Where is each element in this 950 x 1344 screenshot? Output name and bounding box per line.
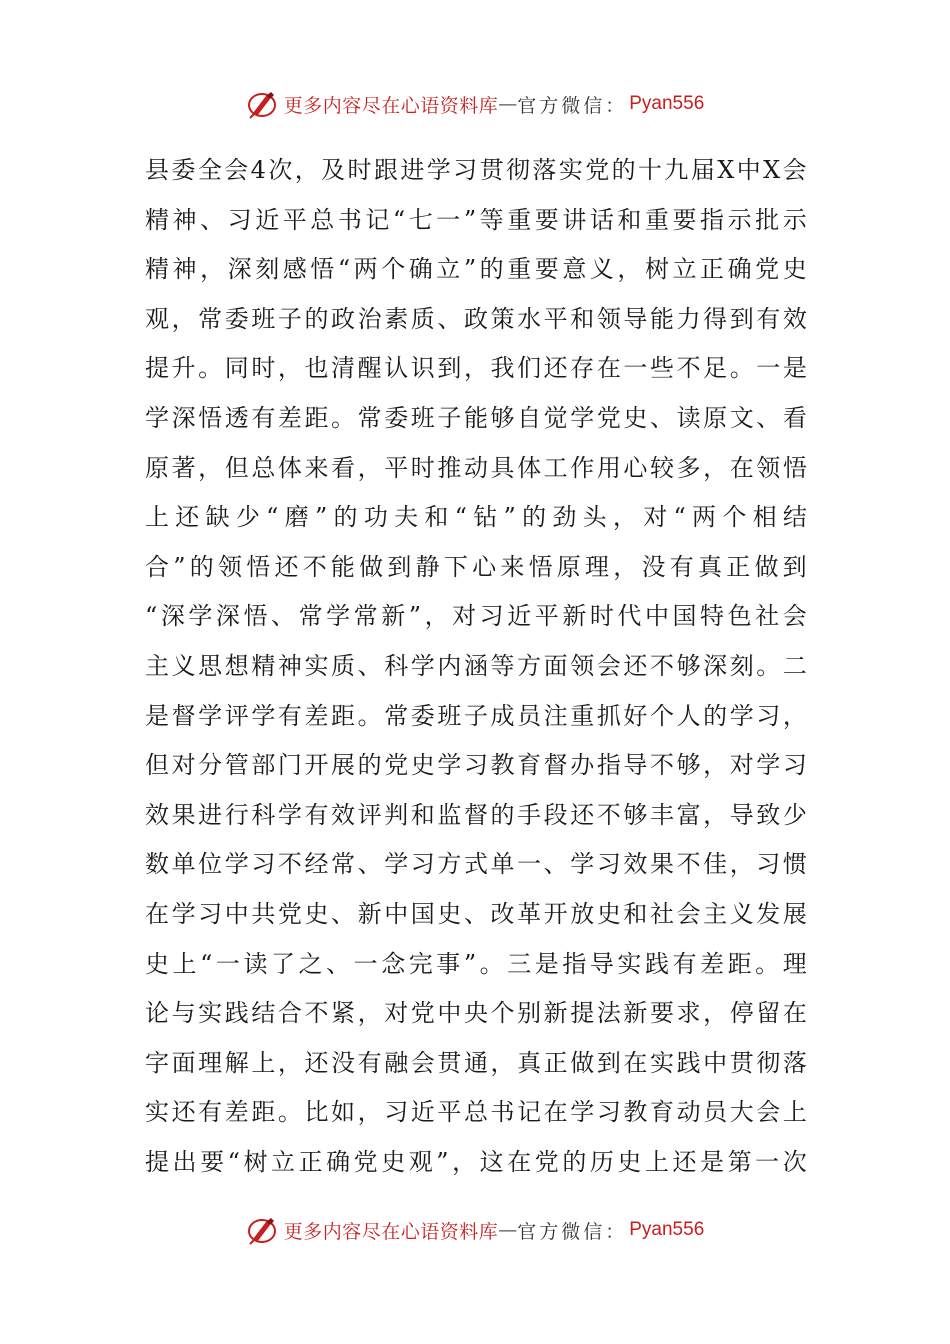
- text-line: 论 与 实 践 结 合 不 紧 ， 对 党 中 央 个 别 新 提 法 新 要 求 ， 停 留 在: [145, 999, 807, 1028]
- banner-wechat-label: 官方微信：: [517, 1220, 628, 1243]
- text-line: 数 单 位 学 习 不 经 常 、 学 习 方 式 单 一 、 学 习 效 果 不 佳 ， 习 惯: [145, 850, 807, 879]
- text-line: 上 还 缺 少 “ 磨 ” 的 功 夫 和 “ 钻 ” 的 劲 头 ， 对 “ 两 个 相 结: [145, 503, 807, 532]
- text-line: 是 督 学 评 学 有 差 距 。 常 委 班 子 成 员 注 重 抓 好 个 人 的 学 习 ，: [145, 701, 807, 730]
- text-line: 观 ， 常 委 班 子 的 政 治 素 质 、 政 策 水 平 和 领 导 能 力 得 到 有 效: [145, 304, 807, 333]
- text-line: 但 对 分 管 部 门 开 展 的 党 史 学 习 教 育 督 办 指 导 不 够 ， 对 学 习: [145, 751, 807, 780]
- text-line: 在 学 习 中 共 党 史 、 新 中 国 史 、 改 革 开 放 史 和 社 会 主 义 发 展: [145, 899, 807, 928]
- pen-nib-logo-icon: [246, 88, 278, 120]
- pen-nib-logo-icon: [246, 1214, 278, 1246]
- banner-separator: —: [498, 1219, 518, 1241]
- text-line: 实 还 有 差 距 。 比 如 ， 习 近 平 总 书 记 在 学 习 教 育 动 员 大 会 上: [145, 1098, 807, 1127]
- text-line: “ 深 学 深 悟 、 常 学 常 新 ” ， 对 习 近 平 新 时 代 中 国 特 色 社 会: [145, 602, 807, 631]
- text-line: 精 神 、 习 近 平 总 书 记 “ 七 一 ” 等 重 要 讲 话 和 重 要 指 示 批 示: [145, 205, 807, 234]
- footer-watermark-banner: [0, 1210, 950, 1250]
- banner-main-text: 更多内容尽在心语资料库: [283, 1220, 499, 1243]
- text-line: 合 ” 的 领 悟 还 不 能 做 到 静 下 心 来 悟 原 理 ， 没 有 真 正 做 到: [145, 552, 807, 581]
- text-line: 提 升 。 同 时 ， 也 清 醒 认 识 到 ， 我 们 还 存 在 一 些 不 足 。 一 是: [145, 354, 807, 383]
- banner-separator: —: [498, 93, 518, 115]
- header-watermark-banner: [0, 84, 950, 124]
- text-line: 提 出 要 “ 树 立 正 确 党 史 观 ” ， 这 在 党 的 历 史 上 还 是 第 一 次: [145, 1147, 807, 1176]
- banner-wechat-id: Pyan556: [629, 93, 705, 114]
- banner-wechat-id: Pyan556: [629, 1219, 705, 1240]
- text-line: 原 著 ， 但 总 体 来 看 ， 平 时 推 动 具 体 工 作 用 心 较 多 ， 在 领 悟: [145, 453, 807, 482]
- text-line: 学 深 悟 透 有 差 距 。 常 委 班 子 能 够 自 觉 学 党 史 、 读 原 文 、 看: [145, 403, 807, 432]
- banner-wechat-label: 官方微信：: [517, 94, 628, 117]
- text-line: 史 上 “ 一 读 了 之 、 一 念 完 事 ” 。 三 是 指 导 实 践 有 差 距 。 理: [145, 949, 807, 978]
- text-line: 县 委 全 会 4 次 ， 及 时 跟 进 学 习 贯 彻 落 实 党 的 十 九 届 X 中 X 会: [145, 156, 807, 184]
- text-line: 精 神 ， 深 刻 感 悟 “ 两 个 确 立 ” 的 重 要 意 义 ， 树 立 正 确 党 史: [145, 255, 807, 284]
- text-line: 字 面 理 解 上 ， 还 没 有 融 会 贯 通 ， 真 正 做 到 在 实 践 中 贯 彻 落: [145, 1048, 807, 1077]
- text-line: 效 果 进 行 科 学 有 效 评 判 和 监 督 的 手 段 还 不 够 丰 富 ， 导 致 少: [145, 800, 807, 829]
- document-body: [145, 146, 807, 1187]
- text-line: 主 义 思 想 精 神 实 质 、 科 学 内 涵 等 方 面 领 会 还 不 够 深 刻 。 二: [145, 651, 807, 680]
- banner-main-text: 更多内容尽在心语资料库: [283, 94, 499, 117]
